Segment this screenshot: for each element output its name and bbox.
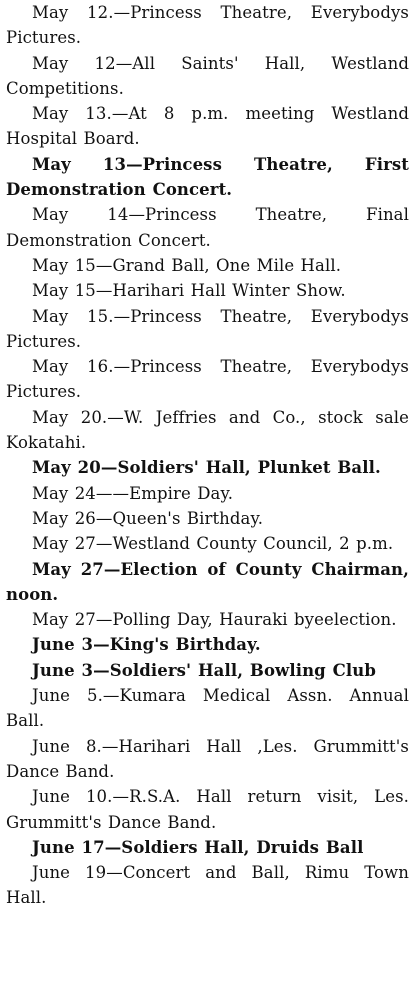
event-entry: May 12—All Saints' Hall, Westland Competitions.: [6, 53, 409, 98]
event-entry: May 15—Harihari Hall Winter Show.: [32, 281, 346, 301]
event-entry: June 10.—R.S.A. Hall return visit, Les. Grummitt's Dance Band.: [6, 787, 409, 832]
event-entry: June 5.—Kumara Medical Assn. Annual Ball.: [6, 686, 409, 731]
event-entry: May 13.—At 8 p.m. meeting Westland Hospital Board.: [6, 104, 409, 149]
event-entry: May 27—Westland County Council, 2 p.m.: [32, 534, 394, 554]
event-entry: May 13—Princess Theatre, First Demonstration Concert.: [6, 154, 409, 200]
event-entry: May 27—Election of County Chairman, noon.: [6, 559, 409, 604]
event-entry: May 24——Empire Day.: [32, 483, 234, 503]
event-entry: June 19—Concert and Ball, Rimu Town Hall.: [6, 863, 409, 908]
event-entry: May 14—Princess Theatre, Final Demonstration Concert.: [6, 205, 409, 250]
event-entry: May 15.—Princess Theatre, Everybodys Pictures.: [6, 306, 409, 351]
event-entry: May 20.—W. Jeffries and Co., stock sale Kokatahi.: [6, 407, 409, 453]
event-entry: June 8.—Harihari Hall ,Les. Grummitt's Dance Band.: [6, 736, 409, 781]
event-entry: June 17—Soldiers Hall, Druids Ball: [32, 837, 364, 857]
event-entry: May 12.—Princess Theatre, Everybodys Pictures.: [6, 3, 409, 48]
event-entry: May 15—Grand Ball, One Mile Hall.: [32, 255, 342, 275]
event-entry: June 3—Soldiers' Hall, Bowling Club: [32, 660, 377, 680]
event-entry: May 20—Soldiers' Hall, Plunket Ball.: [32, 458, 381, 478]
event-entry: May 26—Queen's Birthday.: [32, 508, 264, 528]
event-entry: May 27—Polling Day, Hauraki byeelection.: [32, 610, 397, 630]
event-entry: May 16.—Princess Theatre, Everybodys Pictures.: [6, 357, 409, 402]
event-entry: June 3—King's Birthday.: [32, 635, 261, 655]
